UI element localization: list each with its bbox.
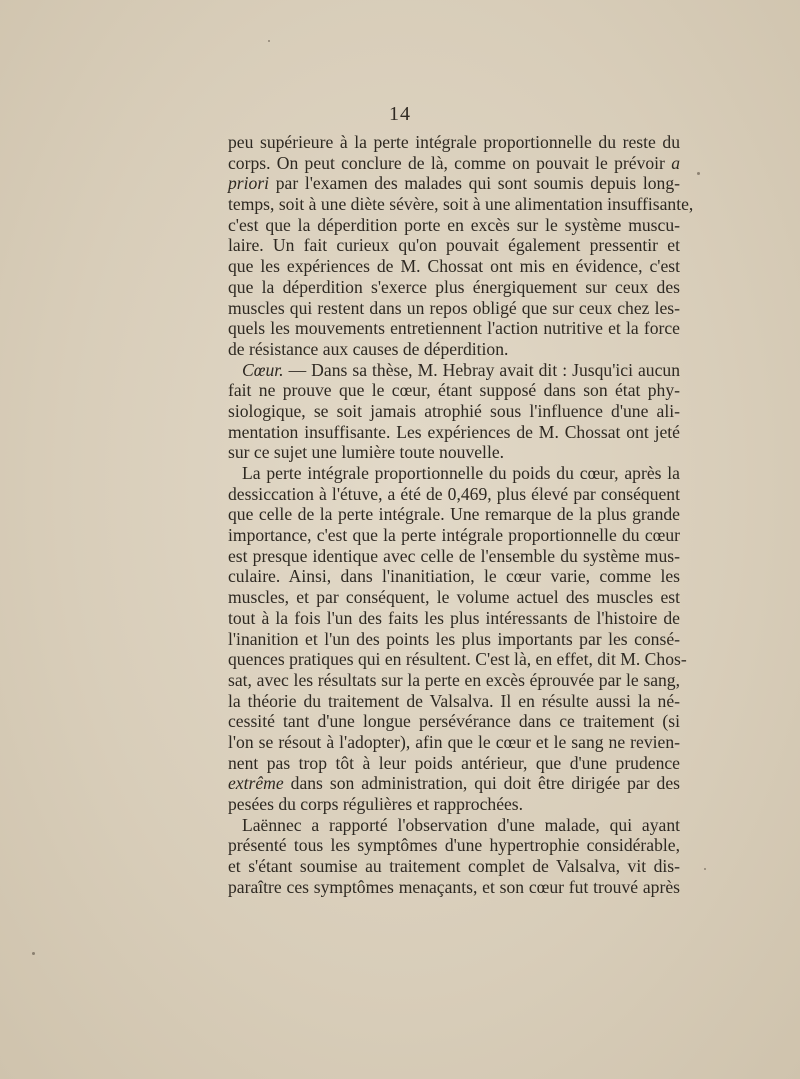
text-line: sur ce sujet une lumière toute nouvelle. — [228, 442, 505, 463]
text-line: paraître ces symptômes menaçants, et son cœur fut trouvé après — [228, 876, 680, 897]
text-line: l'inanition et l'un des points les plus importants par les consé- — [228, 628, 680, 649]
italic-word: a — [671, 152, 680, 173]
text-line: quels les mouvements entretiennent l'action nutritive et la force — [228, 318, 680, 339]
text-line: que la déperdition s'exerce plus énergiquement sur ceux des — [228, 276, 680, 297]
text-line: laire. Un fait curieux qu'on pouvait également pressentir et — [228, 235, 680, 256]
paper-speck — [268, 40, 270, 42]
text-line: temps, soit à une diète sévère, soit à une alimentation insuffisante, — [228, 194, 694, 215]
text-line: muscles, et par conséquent, le volume actuel des muscles est — [228, 587, 680, 608]
page-number: 14 — [389, 103, 411, 125]
text-line: dessiccation à l'étuve, a été de 0,469, plus élevé par conséquent — [228, 483, 680, 504]
text-line: l'on se résout à l'adopter), afin que le cœur et le sang ne revien- — [228, 731, 680, 752]
italic-word: priori — [228, 173, 270, 194]
body-text — [228, 132, 694, 897]
text-line: La perte intégrale proportionnelle du poids du cœur, après la — [242, 463, 680, 483]
text-line: peu supérieure à la perte intégrale proportionnelle du reste du — [228, 132, 680, 152]
text-line: de résistance aux causes de déperdition. — [228, 338, 509, 359]
text-line: nent pas trop tôt à leur poids antérieur, que d'une prudence — [228, 752, 680, 773]
paper-speck — [704, 868, 706, 870]
text-line: sat, avec les résultats sur la perte en excès éprouvée par le sang, — [228, 669, 680, 690]
text-line: pesées du corps régulières et rapprochées. — [228, 794, 524, 814]
paper-speck — [32, 952, 35, 955]
text-line: la théorie du traitement de Valsalva. Il en résulte aussi la né- — [228, 690, 680, 711]
text-line: priori par l'examen des malades qui sont soumis depuis long- — [228, 173, 680, 194]
text-line: c'est que la déperdition porte en excès sur le système muscu- — [228, 214, 680, 235]
italic-word: extrême — [228, 773, 284, 794]
text-line: muscles qui restent dans un repos obligé que sur ceux chez les- — [228, 297, 680, 318]
text-line: quences pratiques qui en résultent. C'est là, en effet, dit M. Chos- — [228, 649, 687, 670]
section-title: Cœur. — [242, 359, 284, 380]
text-line: est presque identique avec celle de l'ensemble du système mus- — [228, 545, 680, 566]
text-line: fait ne prouve que le cœur, étant supposé dans son état phy- — [228, 380, 680, 401]
text-line: cessité tant d'une longue persévérance dans ce traitement (si — [228, 711, 680, 732]
text-line: corps. On peut conclure de là, comme on pouvait le prévoir a — [228, 152, 680, 173]
text-line: culaire. Ainsi, dans l'inanitiation, le cœur varie, comme les — [228, 566, 680, 587]
text-line: siologique, se soit jamais atrophié sous l'influence d'une ali- — [228, 400, 680, 421]
text-line: mentation insuffisante. Les expériences de M. Chossat ont jeté — [228, 421, 680, 442]
text-line: Laënnec a rapporté l'observation d'une malade, qui ayant — [242, 814, 680, 835]
text-line: présenté tous les symptômes d'une hypertrophie considérable, — [228, 835, 680, 856]
text-line: extrême dans son administration, qui doit être dirigée par des — [228, 773, 680, 794]
text-line: tout à la fois l'un des faits les plus intéressants de l'histoire de — [228, 607, 680, 628]
text-line: Cœur. — Dans sa thèse, M. Hebray avait dit : Jusqu'ici aucun — [242, 359, 680, 380]
text-line: importance, c'est que la perte intégrale proportionnelle du cœur — [228, 525, 680, 546]
text-line: et s'étant soumise au traitement complet de Valsalva, vit dis- — [228, 856, 680, 877]
paper-speck — [697, 172, 700, 175]
text-line: que les expériences de M. Chossat ont mis en évidence, c'est — [228, 256, 680, 277]
text-line: que celle de la perte intégrale. Une remarque de la plus grande — [228, 504, 680, 525]
